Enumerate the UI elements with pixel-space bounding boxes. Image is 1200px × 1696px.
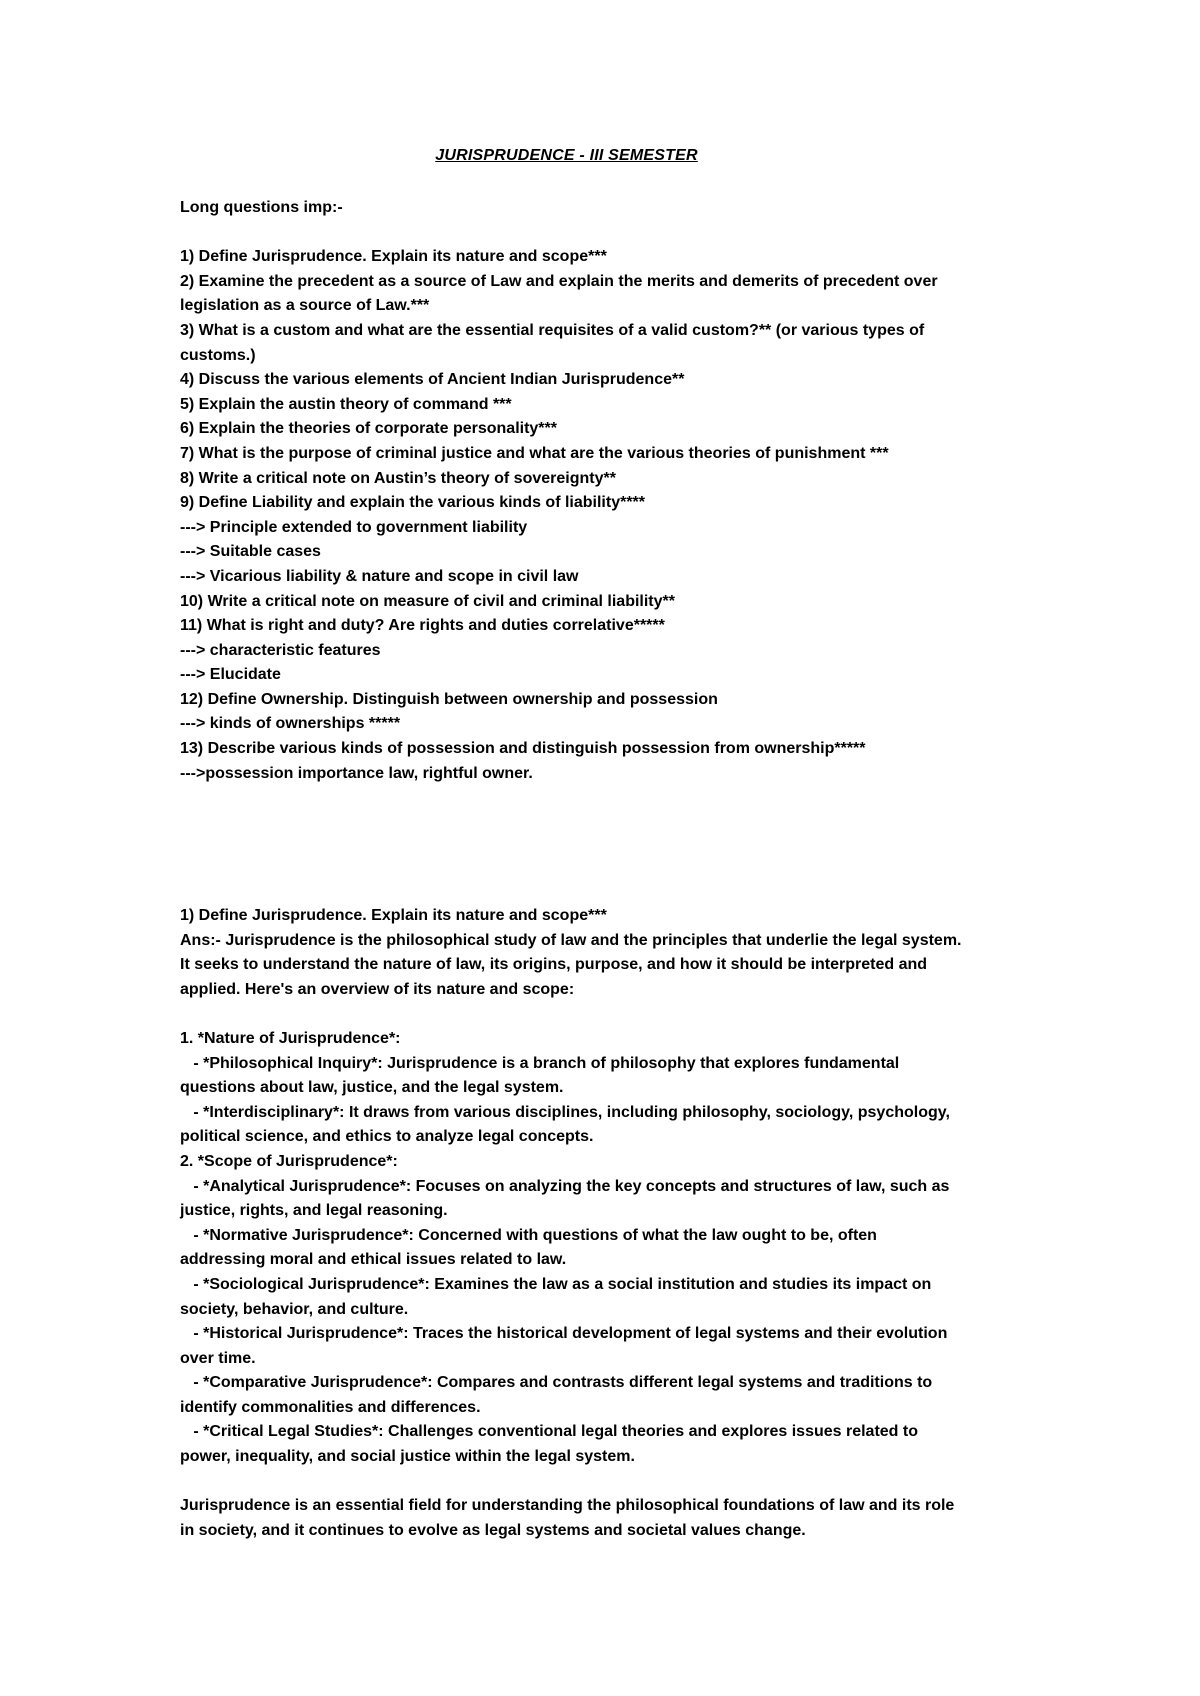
- question-line: ---> characteristic features: [180, 641, 381, 659]
- section-heading: Long questions imp:-: [180, 199, 343, 216]
- question-line: legislation as a source of Law.***: [180, 297, 430, 315]
- answer-conclusion-line: Jurisprudence is an essential field for understanding the philosophical foundations of law and its role: [180, 1497, 955, 1515]
- answer-body-line: - *Normative Jurisprudence*: Concerned with questions of what the law ought to be, often: [180, 1226, 877, 1244]
- answer-body-line: 2. *Scope of Jurisprudence*:: [180, 1152, 398, 1170]
- question-line: 12) Define Ownership. Distinguish between ownership and possession: [180, 690, 718, 708]
- answer-body: [180, 1027, 1060, 1470]
- long-questions-section: [180, 196, 1060, 786]
- document-title: JURISPRUDENCE - III SEMESTER: [435, 147, 698, 164]
- question-line: 4) Discuss the various elements of Ancient Indian Jurisprudence**: [180, 371, 685, 389]
- answer-body-line: - *Analytical Jurisprudence*: Focuses on analyzing the key concepts and structures of law, such as: [180, 1177, 950, 1195]
- question-line: ---> kinds of ownerships *****: [180, 715, 401, 733]
- answer-body-line: - *Historical Jurisprudence*: Traces the historical development of legal systems and their evolution: [180, 1325, 948, 1343]
- question-line: ---> Elucidate: [180, 666, 281, 684]
- answer-body-line: over time.: [180, 1349, 256, 1367]
- blank-line: [180, 1470, 1060, 1495]
- answer-body-line: - *Philosophical Inquiry*: Jurisprudence is a branch of philosophy that explores fundamental: [180, 1054, 900, 1072]
- question-line: 6) Explain the theories of corporate personality***: [180, 420, 557, 438]
- question-line: ---> Principle extended to government liability: [180, 518, 528, 536]
- question-line: 11) What is right and duty? Are rights and duties correlative*****: [180, 617, 665, 635]
- answer-intro: [180, 929, 1060, 1003]
- answer-body-line: - *Critical Legal Studies*: Challenges conventional legal theories and explores issues related to: [180, 1423, 918, 1441]
- question-line: 3) What is a custom and what are the essential requisites of a valid custom?** (or various types of: [180, 321, 925, 339]
- question-line: 1) Define Jurisprudence. Explain its nature and scope***: [180, 248, 607, 266]
- blank-line: [180, 221, 1060, 246]
- answer-body-line: society, behavior, and culture.: [180, 1300, 409, 1318]
- question-line: ---> Vicarious liability & nature and scope in civil law: [180, 567, 579, 585]
- answer-body-line: questions about law, justice, and the legal system.: [180, 1079, 564, 1097]
- answer-question: 1) Define Jurisprudence. Explain its nature and scope***: [180, 907, 607, 924]
- question-line: 8) Write a critical note on Austin’s theory of sovereignty**: [180, 469, 616, 487]
- answer-body-line: addressing moral and ethical issues related to law.: [180, 1251, 567, 1269]
- answer-body-line: political science, and ethics to analyze legal concepts.: [180, 1128, 594, 1146]
- answer-intro-line: It seeks to understand the nature of law, its origins, purpose, and how it should be interpreted and: [180, 956, 928, 974]
- question-line: 13) Describe various kinds of possession and distinguish possession from ownership*****: [180, 740, 866, 758]
- blank-line: [180, 1002, 1060, 1027]
- answer-intro-line: Ans:- Jurisprudence is the philosophical study of law and the principles that underlie the legal system.: [180, 931, 962, 949]
- answer-body-line: identify commonalities and differences.: [180, 1398, 481, 1416]
- question-line: 5) Explain the austin theory of command ***: [180, 395, 512, 413]
- answer-section: [180, 904, 1060, 1543]
- question-line: 7) What is the purpose of criminal justice and what are the various theories of punishment ***: [180, 444, 889, 462]
- question-line: 2) Examine the precedent as a source of Law and explain the merits and demerits of precedent over: [180, 272, 938, 290]
- answer-body-line: justice, rights, and legal reasoning.: [180, 1202, 448, 1220]
- answer-conclusion-line: in society, and it continues to evolve as legal systems and societal values change.: [180, 1521, 806, 1539]
- question-line: ---> Suitable cases: [180, 543, 321, 561]
- question-line: customs.): [180, 346, 256, 364]
- question-line: 10) Write a critical note on measure of civil and criminal liability**: [180, 592, 675, 610]
- answer-conclusion: [180, 1494, 1060, 1543]
- answer-body-line: - *Interdisciplinary*: It draws from various disciplines, including philosophy, sociology, psychology,: [180, 1103, 950, 1121]
- questions-list: [180, 245, 1060, 786]
- answer-intro-line: applied. Here's an overview of its nature and scope:: [180, 980, 575, 998]
- answer-body-line: 1. *Nature of Jurisprudence*:: [180, 1029, 401, 1047]
- answer-body-line: power, inequality, and social justice within the legal system.: [180, 1448, 635, 1466]
- question-line: --->possession importance law, rightful owner.: [180, 764, 533, 782]
- answer-body-line: - *Comparative Jurisprudence*: Compares and contrasts different legal systems and traditions to: [180, 1374, 933, 1392]
- answer-body-line: - *Sociological Jurisprudence*: Examines the law as a social institution and studies its impact on: [180, 1275, 932, 1293]
- question-line: 9) Define Liability and explain the various kinds of liability****: [180, 494, 645, 512]
